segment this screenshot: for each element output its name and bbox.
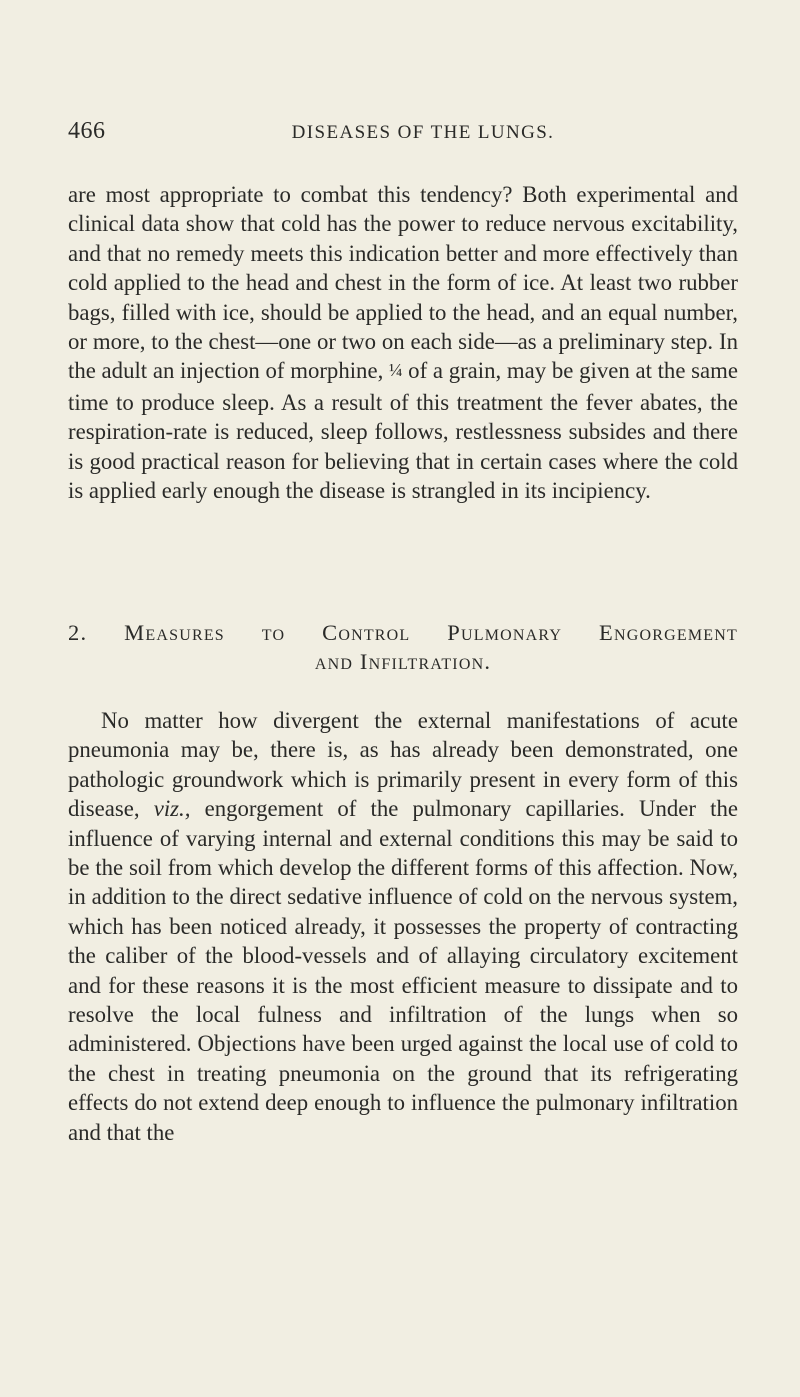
paragraph-text: [68, 180, 738, 505]
fraction-one-quarter: ¼: [388, 360, 403, 381]
paragraph-text-part: of a grain, may be given at the same time to produce sleep. As a result of this treatment the fever abates, the respiration-rate is reduced, sleep follows, restlessness subsides and there is good practical reason for believing that in certain cases where the cold is applied early enough the disease is strangled in its incipiency.: [68, 358, 738, 504]
paragraph-text-part: are most appropriate to combat this tendency? Both experimental and clinical data show that cold has the power to reduce nervous excitability, and that no remedy meets this indication better and more effectively than cold applied to the head and chest in the form of ice. At least two rubber bags, filled with ice, should be applied to the head, and an equal number, or more, to the chest—one or two on each side—as a preliminary step. In the adult an injection of morphine,: [68, 182, 738, 384]
page-number: 466: [68, 118, 106, 144]
page-header: [68, 118, 738, 148]
section-heading: [68, 618, 738, 676]
section-heading-line-1: 2. Measures to Control Pulmonary Engorgement: [68, 620, 738, 645]
paragraph-text-part: No matter how divergent the external manifestations of acute pneumonia may be, there is, as has already been demonstrated, one pathologic groundwork which is primarily present in every form of this disease,: [68, 708, 738, 822]
italic-abbreviation: viz.,: [153, 796, 191, 822]
paragraph-continued: [68, 180, 738, 505]
running-head: DISEASES OF THE LUNGS.: [291, 122, 555, 143]
paragraph: [68, 706, 738, 1147]
paragraph-text-part: engorgement of the pulmonary capillaries. Under the influence of varying internal and external conditions this may be said to be the soil from which develop the different forms of this affection. Now, in addition to the direct sedative influence of cold on the nervous system, which has been noticed already, it possesses the property of contracting the caliber of the blood-vessels and of allaying circulatory excitement and for these reasons it is the most efficient measure to dissipate and to resolve the local fulness and infiltration of the lungs when so administered. Objections have been urged against the local use of cold to the chest in treating pneumonia on the ground that its refrigerating effects do not extend deep enough to influence the pulmonary infiltration and that the: [68, 796, 738, 1145]
section-heading-line-2: and Infiltration.: [314, 649, 492, 674]
paragraph-text: [68, 706, 738, 1147]
